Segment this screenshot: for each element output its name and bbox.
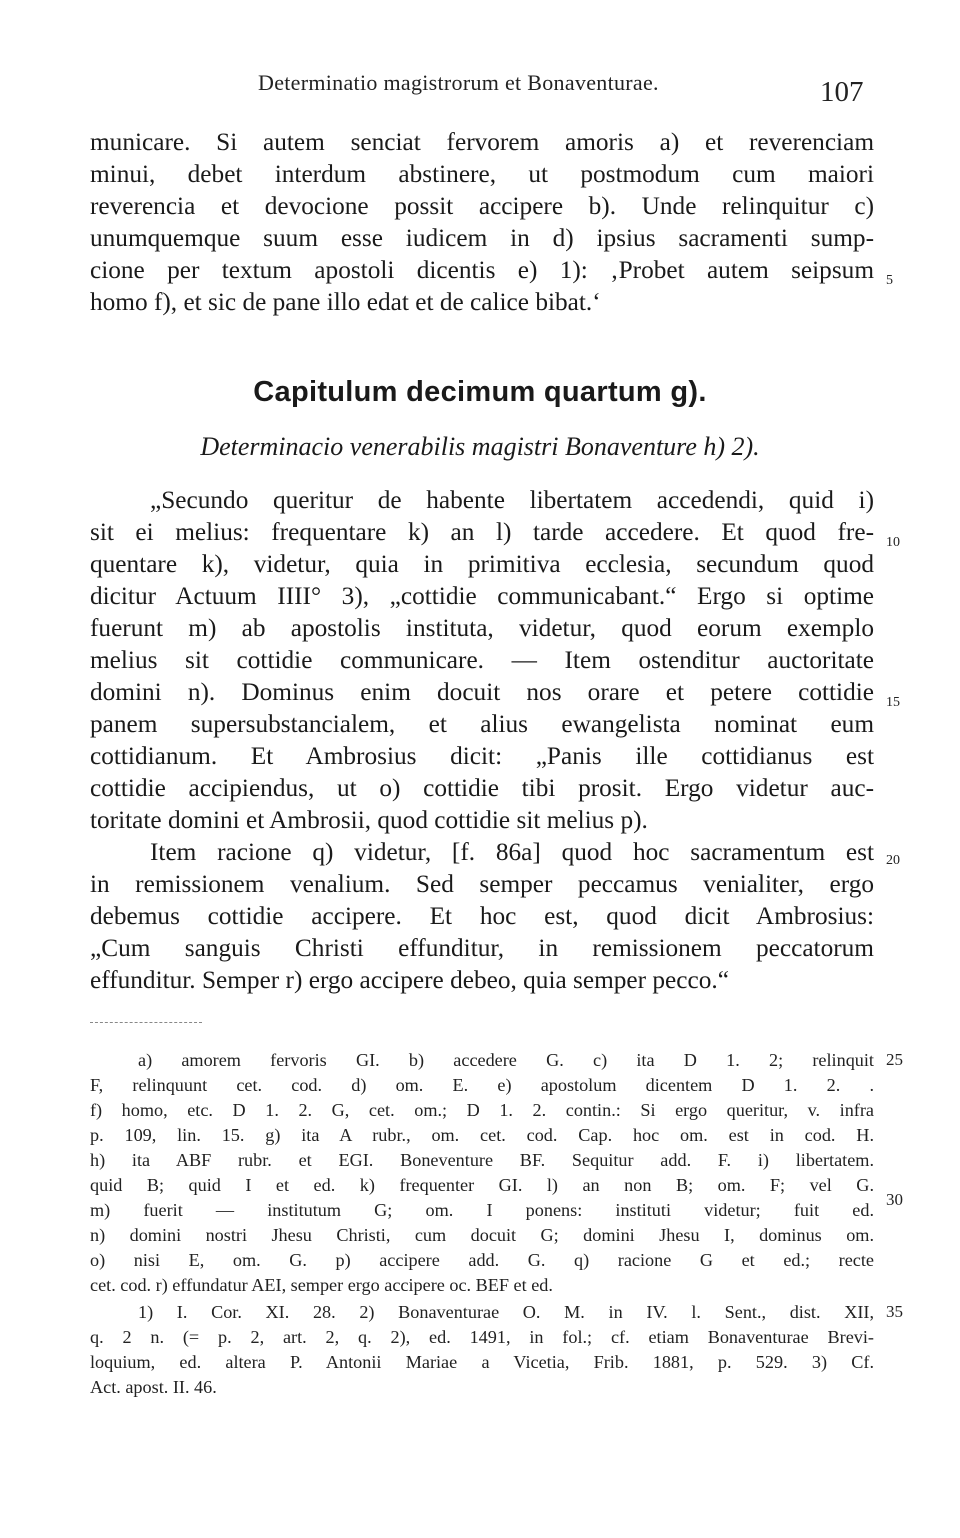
- text-line: minui, debet interdum abstinere, ut postmodum cum maiori: [90, 160, 874, 188]
- text-line: sit ei melius: frequentare k) an l) tarde accedere. Et quod fre-: [90, 518, 874, 546]
- line-number: 10: [886, 535, 900, 550]
- note-line: f) homo, etc. D 1. 2. G, cet. om.; D 1. 2. contin.: Si ergo queritur, v. infra: [90, 1100, 874, 1120]
- note-line: p. 109, lin. 15. g) ita A rubr., om. cet. cod. Cap. hoc om. est in cod. H.: [90, 1125, 874, 1145]
- line-number: 35: [886, 1302, 903, 1321]
- note-line: a) amorem fervoris GI. b) accedere G. c) ita D 1. 2; relinquit: [138, 1050, 874, 1070]
- text-line: dicitur Actuum IIII° 3), „cottidie communicabant.“ Ergo si optime: [90, 582, 874, 610]
- text-line: fuerunt m) ab apostolis instituta, videtur, quod eorum exemplo: [90, 614, 874, 642]
- text-line: „Cum sanguis Christi effunditur, in remissionem peccatorum: [90, 934, 874, 962]
- line-number: 25: [886, 1050, 903, 1069]
- note-line: F, relinquunt cet. cod. d) om. E. e) apostolum dicentem D 1. 2. .: [90, 1075, 874, 1095]
- text-line: „Secundo queritur de habente libertatem accedendi, quid i): [150, 486, 874, 514]
- text-line: domini n). Dominus enim docuit nos orare et petere cottidie: [90, 678, 874, 706]
- chapter-title: Capitulum decimum quartum g).: [253, 376, 707, 408]
- text-line: in remissionem venalium. Sed semper peccamus venialiter, ergo: [90, 870, 874, 898]
- note-line: cet. cod. r) effundatur AEI, semper ergo accipere oc. BEF et ed.: [90, 1275, 553, 1295]
- text-line: quentare k), videtur, quia in primitiva ecclesia, secundum quod: [90, 550, 874, 578]
- text-line: municare. Si autem senciat fervorem amoris a) et reverenciam: [90, 128, 874, 156]
- text-line: reverencia et devocione possit accipere b). Unde relinquitur c): [90, 192, 874, 220]
- text-line: cottidie accipiendus, ut o) cottidie tibi prosit. Ergo videtur auc-: [90, 774, 874, 802]
- note-line: loquium, ed. altera P. Antonii Mariae a Vicetia, Frib. 1881, p. 529. 3) Cf.: [90, 1352, 874, 1372]
- footnote-separator: [90, 1022, 202, 1023]
- running-head: Determinatio magistrorum et Bonaventurae.: [258, 70, 659, 95]
- chapter-subtitle: Determinacio venerabilis magistri Bonaventure h) 2).: [200, 432, 760, 461]
- text-line: panem supersubstancialem, et alius ewangelista nominat eum: [90, 710, 874, 738]
- line-number: 5: [886, 273, 893, 288]
- note-line: m) fuerit — institutum G; om. I ponens: instituti videtur; fuit ed.: [90, 1200, 874, 1220]
- text-line: melius sit cottidie communicare. — Item ostenditur auctoritate: [90, 646, 874, 674]
- page-number: 107: [820, 76, 864, 108]
- note-line: quid B; quid I et ed. k) frequenter GI. l) an non B; om. F; vel G.: [90, 1175, 874, 1195]
- text-line: debemus cottidie accipere. Et hoc est, quod dicit Ambrosius:: [90, 902, 874, 930]
- text-line: homo f), et sic de pane illo edat et de calice bibat.‘: [90, 288, 601, 316]
- note-line: o) nisi E, om. G. p) accipere add. G. q) racione G et ed.; recte: [90, 1250, 874, 1270]
- line-number: 15: [886, 695, 900, 710]
- text-line: toritate domini et Ambrosii, quod cottidie sit melius p).: [90, 806, 648, 834]
- note-line: h) ita ABF rubr. et EGI. Boneventure BF. Sequitur add. F. i) libertatem.: [90, 1150, 874, 1170]
- text-line: cottidianum. Et Ambrosius dicit: „Panis ille cottidianus est: [90, 742, 874, 770]
- line-number: 30: [886, 1190, 903, 1209]
- note-line: 1) I. Cor. XI. 28. 2) Bonaventurae O. M. in IV. l. Sent., dist. XII,: [138, 1302, 874, 1322]
- text-line: Item racione q) videtur, [f. 86a] quod hoc sacramentum est: [150, 838, 874, 866]
- text-line: unumquemque suum esse iudicem in d) ipsius sacramenti sump-: [90, 224, 874, 252]
- note-line: Act. apost. II. 46.: [90, 1377, 217, 1397]
- text-line: effunditur. Semper r) ergo accipere debeo, quia semper pecco.“: [90, 966, 729, 994]
- line-number: 20: [886, 853, 900, 868]
- text-line: cione per textum apostoli dicentis e) 1): ‚Probet autem seipsum: [90, 256, 874, 284]
- note-line: q. 2 n. (= p. 2, art. 2, q. 2), ed. 1491, in fol.; cf. etiam Bonaventurae Brevi-: [90, 1327, 874, 1347]
- note-line: n) domini nostri Jhesu Christi, cum docuit G; domini Jhesu I, dominus om.: [90, 1225, 874, 1245]
